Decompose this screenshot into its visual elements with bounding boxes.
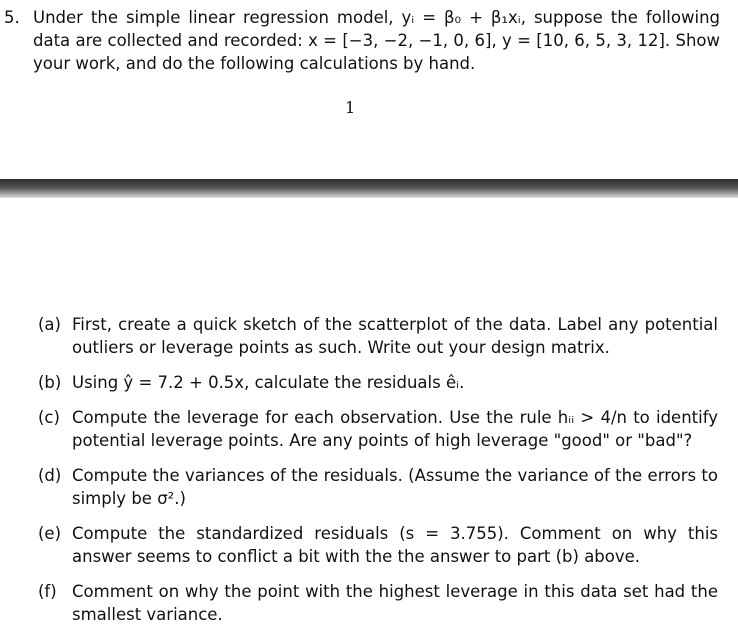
sub-question-b (38, 371, 718, 394)
sub-question-label: (a) (38, 315, 61, 334)
sub-question-e (38, 522, 718, 568)
sub-question-text: Compute the leverage for each observation. Use the rule hᵢᵢ > 4/n to identify potential leverage points. Are any points of high leverage "good" or "bad"? (72, 408, 718, 450)
sub-question-label: (d) (38, 466, 62, 485)
sub-question-text: Compute the variances of the residuals. (Assume the variance of the errors to simply be σ².) (72, 466, 718, 508)
sub-question-text: Using ŷ = 7.2 + 0.5x, calculate the residuals êᵢ. (72, 373, 465, 392)
sub-question-text: Comment on why the point with the highest leverage in this data set had the smallest variance. (72, 582, 718, 624)
sub-question-label: (e) (38, 524, 62, 543)
sub-question-f (38, 580, 718, 626)
page-number: 1 (345, 98, 356, 117)
sub-question-c (38, 406, 718, 452)
problem-statement (4, 6, 720, 75)
sub-question-a (38, 313, 718, 359)
page-divider (0, 179, 738, 198)
sub-question-label: (f) (38, 582, 57, 601)
sub-question-text: Compute the standardized residuals (s = 3.755). Comment on why this answer seems to conflict a bit with the the answer to part (b) above. (72, 524, 718, 566)
sub-question-list (38, 313, 718, 638)
problem-text: Under the simple linear regression model, yᵢ = β₀ + β₁xᵢ, suppose the following data are collected and recorded: x = [−3, −2, −1, 0, 6], y = [10, 6, 5, 3, 12]. Show your work, and do the following calculations by hand. (33, 8, 720, 73)
sub-question-label: (c) (38, 408, 60, 427)
sub-question-label: (b) (38, 373, 62, 392)
problem-number: 5. (4, 8, 20, 27)
sub-question-d (38, 464, 718, 510)
sub-question-text: First, create a quick sketch of the scatterplot of the data. Label any potential outliers or leverage points as such. Write out your design matrix. (72, 315, 718, 357)
